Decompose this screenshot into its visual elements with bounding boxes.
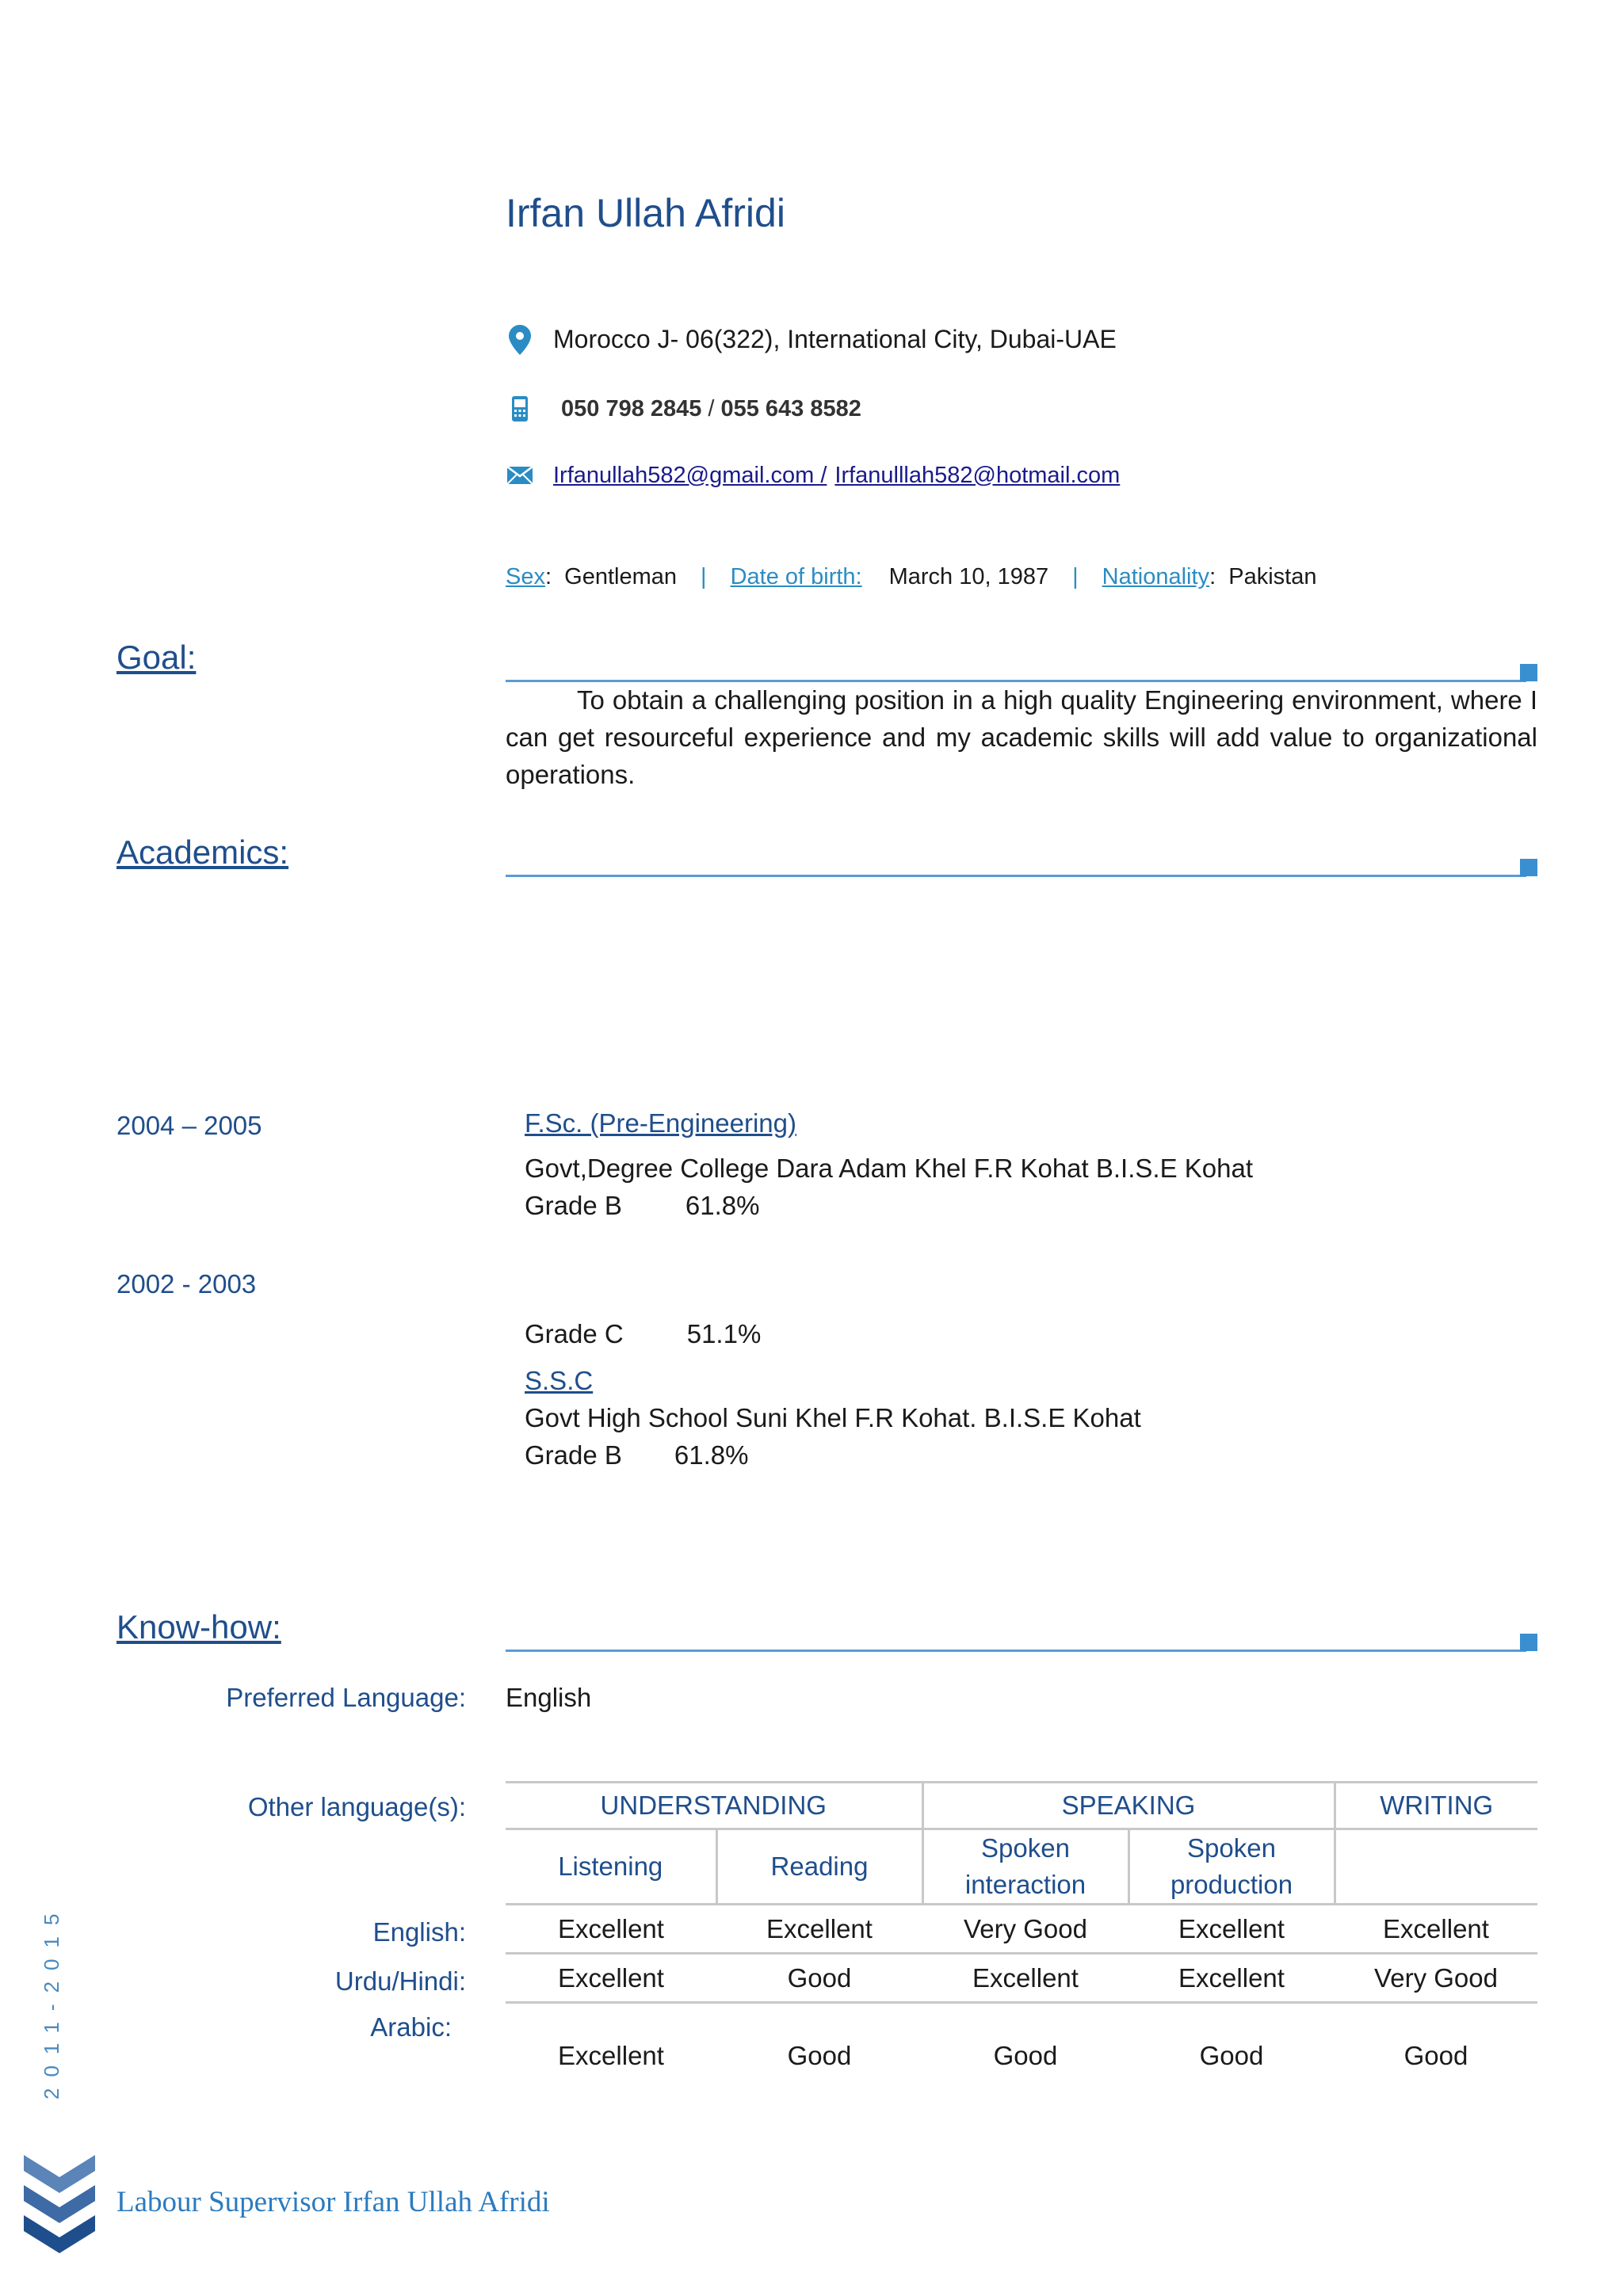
subheader-writing (1335, 1829, 1537, 1905)
email-1-link[interactable]: Irfanullah582@gmail.com / (553, 462, 827, 488)
group-understanding: UNDERSTANDING (506, 1783, 922, 1829)
academic-entry-1 (525, 1104, 1253, 1224)
table-cell: Excellent (1335, 1905, 1537, 1954)
section-marker (1520, 664, 1537, 681)
preferred-language-value: English (506, 1683, 592, 1712)
address-text: Morocco J- 06(322), International City, Dubai-UAE (553, 325, 1117, 353)
degree-title-2: S.S.C (525, 1366, 594, 1395)
dob-value: March 10, 1987 (888, 564, 1049, 589)
subheader-spoken-production: Spoken production (1128, 1829, 1335, 1905)
nationality-label: Nationality (1102, 564, 1210, 589)
table-cell: Excellent (506, 1954, 716, 2003)
section-marker (1520, 1634, 1537, 1651)
table-cell: Excellent (1128, 1954, 1335, 2003)
phone-line (506, 395, 861, 423)
separator: | (701, 564, 707, 589)
section-rule (506, 1650, 1526, 1652)
phone-2: 055 643 8582 (720, 395, 861, 421)
sex-label: Sex (506, 564, 545, 589)
goal-paragraph: To obtain a challenging position in a high quality Engineering environment, where I can get resourceful experience and my academic skills will add value to organizational operations. (506, 685, 1537, 789)
institution-2: Govt High School Suni Khel F.R Kohat. B.I.S.E Kohat (525, 1403, 1141, 1432)
sex-value: Gentleman (564, 564, 678, 589)
table-header-skills (506, 1829, 1537, 1905)
table-cell: Very Good (922, 1905, 1128, 1954)
other-languages-label: Other language(s): (247, 1792, 466, 1821)
table-cell: Excellent (558, 2041, 664, 2070)
years-2: 2002 - 2003 (116, 1269, 257, 1299)
table-cell: Excellent (506, 1905, 716, 1954)
goal-heading: Goal: (116, 639, 197, 676)
language-english: English: (372, 1917, 466, 1947)
grade-2: Grade B 61.8% (525, 1440, 749, 1470)
location-pin-icon (506, 326, 534, 354)
section-rule (506, 875, 1526, 877)
footer-text: Labour Supervisor Irfan Ullah Afridi (116, 2186, 550, 2218)
subheader-reading: Reading (716, 1829, 922, 1905)
candidate-name: Irfan Ullah Afridi (506, 191, 785, 235)
academics-heading: Academics: (116, 833, 289, 871)
academic-entry-2 (525, 1315, 1141, 1474)
subheader-spoken-interaction: Spoken interaction (922, 1829, 1128, 1905)
preferred-language-label: Preferred Language: (226, 1683, 466, 1712)
table-cell: Excellent (922, 1954, 1128, 2003)
phone-1: 050 798 2845 (561, 395, 702, 421)
separator: | (1072, 564, 1079, 589)
chevron-logo-icon (24, 2155, 95, 2262)
degree-title-1: F.Sc. (Pre-Engineering) (525, 1108, 796, 1138)
table-cell: Good (1403, 2041, 1468, 2070)
group-writing: WRITING (1335, 1783, 1537, 1829)
knowhow-heading: Know-how: (116, 1608, 281, 1646)
grade-2-pre: Grade C 51.1% (525, 1319, 762, 1348)
envelope-icon (506, 461, 534, 490)
table-cell: Good (993, 2041, 1058, 2070)
table-cell: Excellent (716, 1905, 922, 1954)
phone-separator: / (708, 395, 715, 421)
table-row (506, 1954, 1537, 2003)
grade-1: Grade B 61.8% (525, 1191, 760, 1220)
email-line (506, 461, 1120, 490)
nationality-value: Pakistan (1228, 564, 1317, 589)
language-urdu-hindi: Urdu/Hindi: (334, 1966, 466, 1996)
table-header-groups (506, 1783, 1537, 1829)
section-marker (1520, 859, 1537, 876)
sidebar-years: 2011-2015 (40, 1902, 63, 2100)
table-row (506, 1905, 1537, 1954)
group-speaking: SPEAKING (922, 1783, 1335, 1829)
subheader-listening: Listening (506, 1829, 716, 1905)
institution-1: Govt,Degree College Dara Adam Khel F.R Kohat B.I.S.E Kohat (525, 1154, 1253, 1183)
dob-label: Date of birth: (730, 564, 862, 589)
personal-info: Sex : Gentleman | Date of birth: March 10, 1987 | Nationality : Pakistan (506, 564, 1317, 589)
address-line (506, 325, 1117, 354)
mobile-phone-icon (506, 395, 534, 423)
table-row (506, 2003, 1537, 2077)
table-cell: Excellent (1128, 1905, 1335, 1954)
table-cell: Good (787, 2041, 852, 2070)
language-arabic: Arabic: (370, 2012, 452, 2042)
goal-text (506, 681, 1537, 793)
table-cell: Very Good (1335, 1954, 1537, 2003)
years-1: 2004 – 2005 (116, 1111, 262, 1140)
table-cell: Good (716, 1954, 922, 2003)
language-table (506, 1781, 1537, 2076)
email-2-link[interactable]: Irfanulllah582@hotmail.com (834, 462, 1121, 488)
table-cell: Good (1199, 2041, 1264, 2070)
